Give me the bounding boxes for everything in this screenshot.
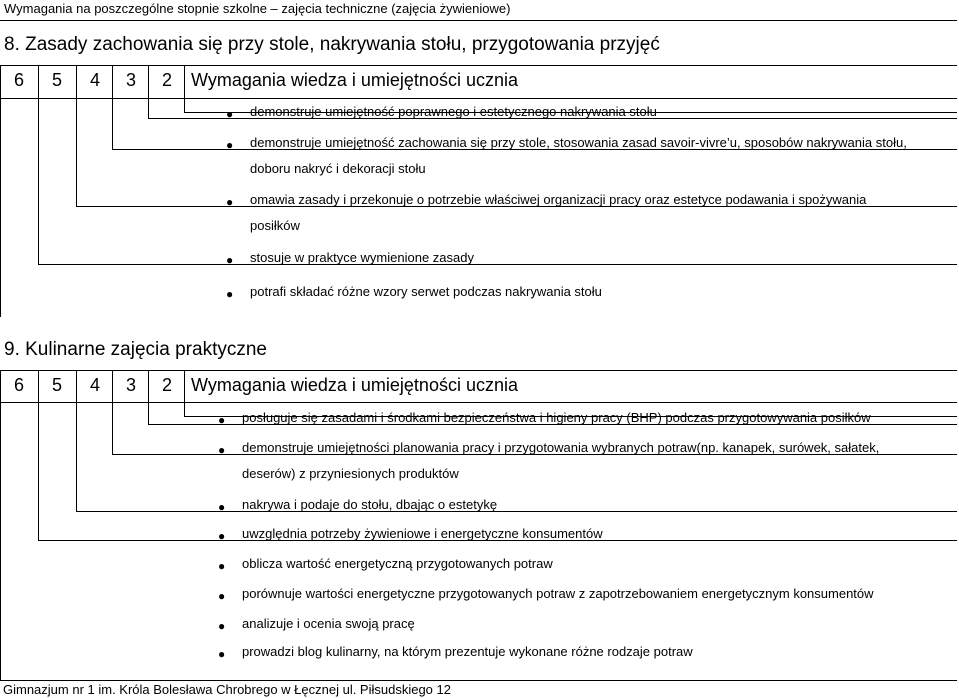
grade-column-rule — [148, 65, 149, 118]
requirement-text: porównuje wartości energetyczne przygotowanych potraw z zapotrzebowaniem energetycznym konsumentów — [242, 586, 874, 601]
page-header — [0, 0, 957, 21]
table-header-rule — [0, 402, 957, 403]
grade-3: 3 — [125, 70, 136, 90]
requirement-text: demonstruje umiejętności planowania pracy i przygotowania wybranych potraw(np. kanapek, surówek, sałatek, — [242, 440, 880, 455]
bullet-icon: ● — [226, 253, 234, 267]
requirement-text: demonstruje umiejętność zachowania się przy stole, stosowania zasad savoir-vivre’u, sposobów nakrywania stołu, — [250, 135, 907, 150]
bullet-icon: ● — [218, 500, 226, 514]
bullet-icon: ● — [226, 287, 234, 301]
section-8-table — [0, 65, 957, 317]
requirement-text: analizuje i ocenia swoją pracę — [242, 616, 415, 631]
grade-6: 6 — [13, 375, 24, 395]
grade-6: 6 — [13, 70, 24, 90]
bullet-icon: ● — [218, 647, 226, 661]
page-header-text: Wymagania na poszczególne stopnie szkolne – zajęcia techniczne (zajęcia żywieniowe) — [4, 1, 511, 16]
requirement-text: doboru nakryć i dekoracji stołu — [250, 161, 426, 176]
requirement-text: demonstruje umiejętność poprawnego i estetycznego nakrywania stołu — [250, 104, 657, 119]
bullet-icon: ● — [218, 443, 226, 457]
bullet-icon: ● — [218, 529, 226, 543]
grade-4: 4 — [89, 375, 100, 395]
grade-column-rule — [148, 370, 149, 424]
requirements-column-header: Wymagania wiedza i umiejętności ucznia — [191, 375, 518, 395]
bullet-icon: ● — [226, 138, 234, 152]
grade-column-rule — [184, 370, 185, 416]
grade-column-rule — [112, 370, 113, 454]
requirement-text: posługuje się zasadami i środkami bezpieczeństwa i higieny pracy (BHP) podczas przygotowywania posiłków — [242, 410, 871, 425]
grade-2: 2 — [161, 70, 172, 90]
grade-column-rule — [76, 65, 77, 206]
requirement-text: deserów) z przyniesionych produktów — [242, 466, 459, 481]
grade-column-rule — [76, 370, 77, 511]
bullet-icon: ● — [218, 559, 226, 573]
requirement-text: potrafi składać różne wzory serwet podczas nakrywania stołu — [250, 284, 602, 299]
grade-column-rule — [184, 65, 185, 112]
grade-column-rule — [0, 65, 1, 317]
table-header-rule — [0, 98, 957, 99]
requirement-text: posiłków — [250, 218, 300, 233]
grade-column-rule — [38, 65, 39, 264]
grade-3: 3 — [125, 375, 136, 395]
table-top-rule — [0, 370, 957, 371]
requirement-text: nakrywa i podaje do stołu, dbając o estetykę — [242, 497, 498, 512]
section-9-title: 9. Kulinarne zajęcia praktyczne — [4, 339, 267, 360]
grade-2: 2 — [161, 375, 172, 395]
page-footer — [0, 680, 957, 698]
bullet-icon: ● — [218, 413, 226, 427]
requirement-text: prowadzi blog kulinarny, na którym prezentuje wykonane różne rodzaje potraw — [242, 644, 693, 659]
requirement-text: oblicza wartość energetyczną przygotowanych potraw — [242, 556, 553, 571]
bullet-icon: ● — [218, 589, 226, 603]
requirements-column-header: Wymagania wiedza i umiejętności ucznia — [191, 70, 518, 90]
grade-4: 4 — [89, 70, 100, 90]
grade-5: 5 — [51, 375, 62, 395]
grade-column-rule — [38, 370, 39, 540]
requirement-text: uwzględnia potrzeby żywieniowe i energetyczne konsumentów — [242, 526, 603, 541]
section-9-table — [0, 370, 957, 680]
table-top-rule — [0, 65, 957, 66]
grade-column-close-rule — [76, 511, 957, 512]
grade-5: 5 — [51, 70, 62, 90]
bullet-icon: ● — [226, 107, 234, 121]
requirement-text: stosuje w praktyce wymienione zasady — [250, 250, 474, 265]
requirement-text: omawia zasady i przekonuje o potrzebie właściwej organizacji pracy oraz estetyce podawania i spożywania — [250, 192, 867, 207]
page-footer-text: Gimnazjum nr 1 im. Króla Bolesława Chrobrego w Łęcznej ul. Piłsudskiego 12 — [3, 682, 451, 697]
grade-column-close-rule — [38, 264, 957, 265]
bullet-icon: ● — [218, 619, 226, 633]
grade-column-rule — [112, 65, 113, 149]
grade-column-rule — [0, 370, 1, 680]
bullet-icon: ● — [226, 195, 234, 209]
section-8-title: 8. Zasady zachowania się przy stole, nakrywania stołu, przygotowania przyjęć — [4, 34, 660, 55]
